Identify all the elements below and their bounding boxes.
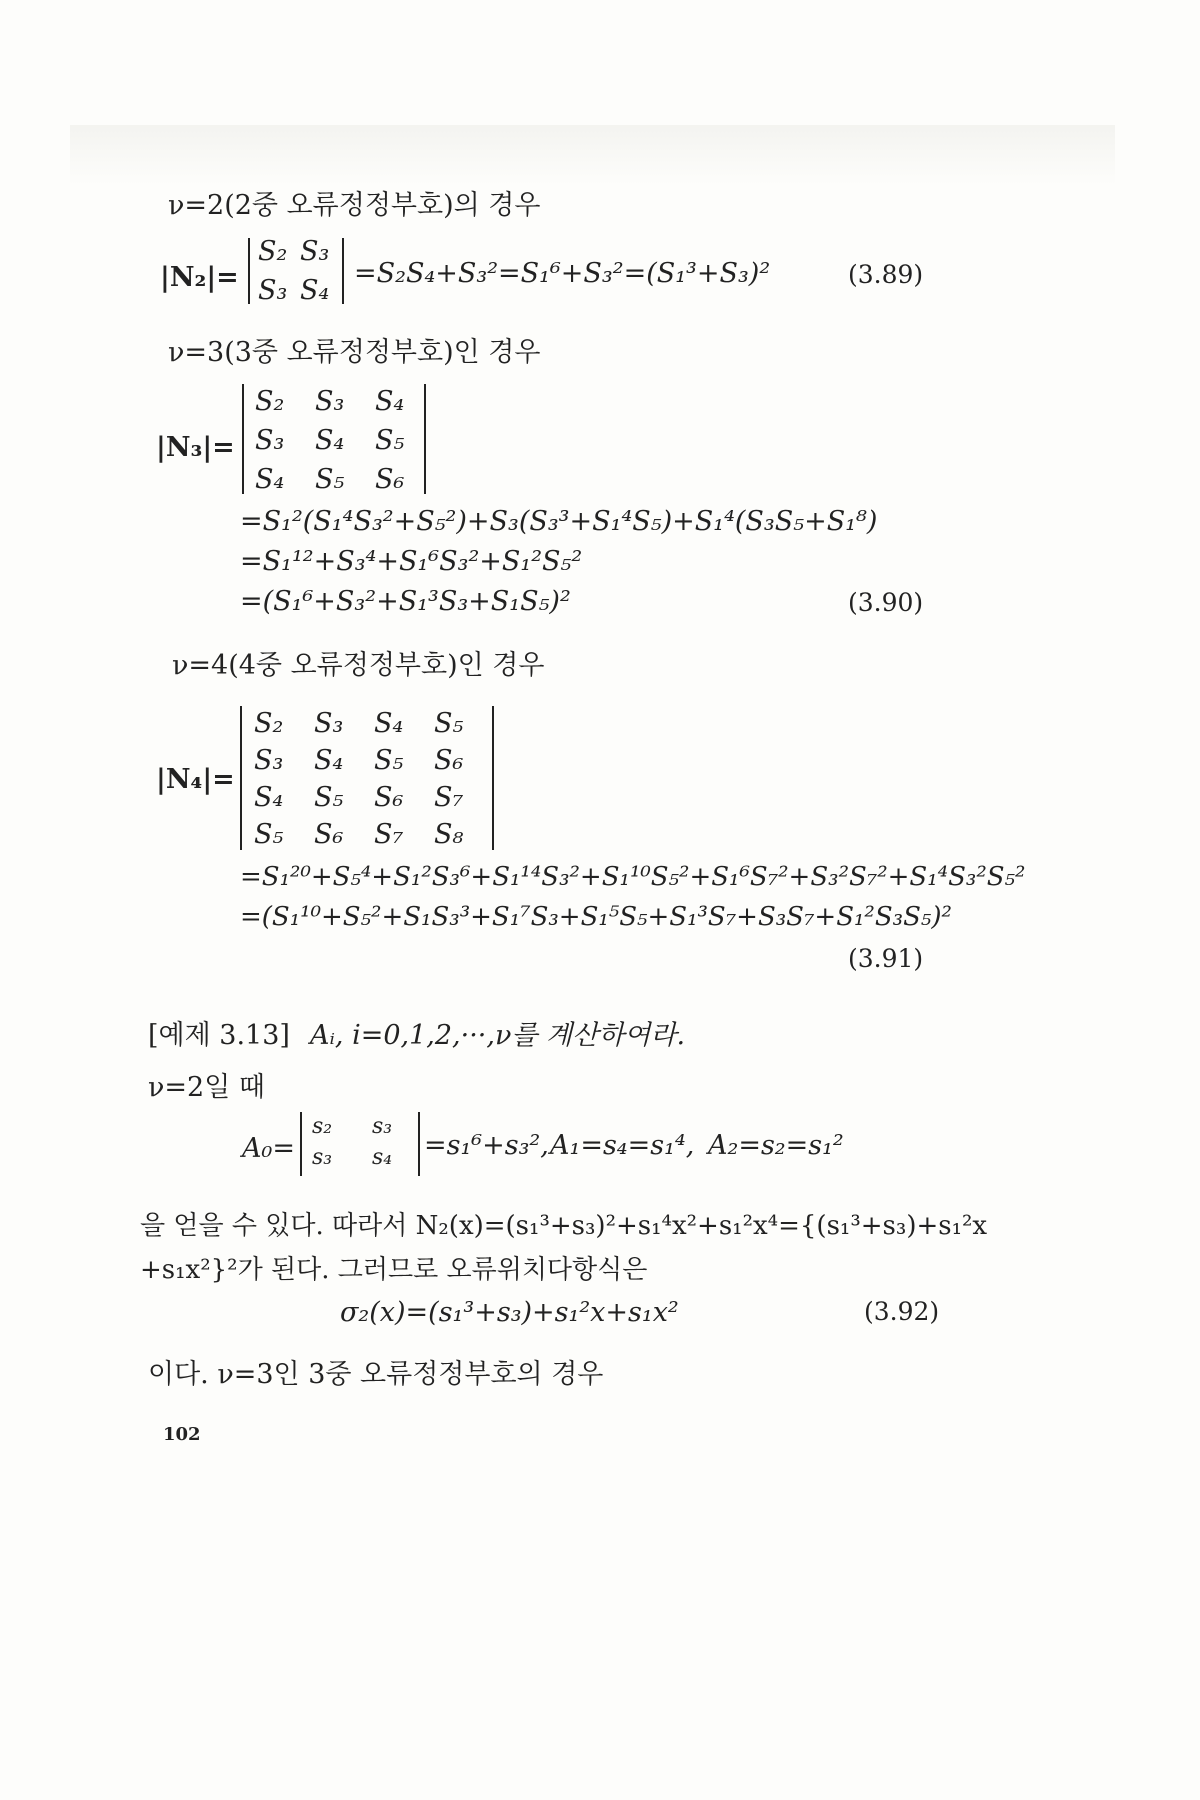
matrix-entry: S₆ bbox=[374, 782, 404, 813]
a0-lhs: A₀= bbox=[242, 1133, 295, 1164]
matrix-entry: S₅ bbox=[314, 782, 344, 813]
matrix-entry: s₄ bbox=[372, 1145, 393, 1170]
det-bar-left bbox=[240, 706, 242, 850]
heading-nu4: ν=4(4중 오류정정부호)인 경우 bbox=[172, 650, 545, 681]
eq390-number: (3.90) bbox=[848, 588, 924, 617]
det-bar-right bbox=[492, 706, 494, 850]
page-number: 102 bbox=[163, 1424, 201, 1445]
matrix-entry: s₃ bbox=[312, 1145, 333, 1170]
eq390-line1: =S₁²(S₁⁴S₃²+S₅²)+S₃(S₃³+S₁⁴S₅)+S₁⁴(S₃S₅+S₁⁸) bbox=[240, 506, 878, 537]
example-text: Aᵢ, i=0,1,2,···,ν를 계산하여라. bbox=[310, 1020, 686, 1051]
eq389-rhs: =S₂S₄+S₃²=S₁⁶+S₃²=(S₁³+S₃)² bbox=[354, 258, 771, 289]
matrix-entry: S₆ bbox=[434, 745, 464, 776]
det-bar-left bbox=[300, 1112, 302, 1176]
matrix-entry: S₂ bbox=[255, 386, 285, 417]
det-bar-right bbox=[342, 238, 344, 304]
a0-rhs: =s₁⁶+s₃², bbox=[424, 1130, 549, 1161]
closing-line: 이다. ν=3인 3중 오류정정부호의 경우 bbox=[148, 1359, 604, 1390]
eq391-number: (3.91) bbox=[848, 944, 924, 973]
matrix-entry: S₃ bbox=[254, 745, 284, 776]
eq390-lhs: |N₃|= bbox=[156, 432, 235, 463]
a0-matrix bbox=[312, 1114, 412, 1170]
matrix-entry: S₂ bbox=[254, 708, 284, 739]
a1-value: A₁=s₄=s₁⁴, bbox=[550, 1130, 695, 1161]
matrix-entry: S₆ bbox=[375, 464, 405, 495]
matrix-entry: S₄ bbox=[300, 275, 330, 306]
eq389-number: (3.89) bbox=[848, 260, 924, 289]
matrix-entry: S₄ bbox=[375, 386, 405, 417]
matrix-entry: S₃ bbox=[315, 386, 345, 417]
matrix-entry: S₄ bbox=[374, 708, 404, 739]
eq390-matrix bbox=[255, 386, 425, 495]
heading-nu3: ν=3(3중 오류정정부호)인 경우 bbox=[168, 337, 541, 368]
scan-shading bbox=[70, 125, 1115, 185]
eq390-line3: =(S₁⁶+S₃²+S₁³S₃+S₁S₅)² bbox=[240, 586, 571, 617]
eq391-line2: =(S₁¹⁰+S₅²+S₁S₃³+S₁⁷S₃+S₁⁵S₅+S₁³S₇+S₃S₇+S₁²S₃S₅)² bbox=[240, 902, 952, 932]
matrix-entry: s₂ bbox=[312, 1114, 333, 1139]
det-bar-left bbox=[248, 238, 250, 304]
example-case: ν=2일 때 bbox=[148, 1072, 265, 1103]
matrix-entry: S₇ bbox=[374, 819, 404, 850]
matrix-entry: S₄ bbox=[255, 464, 285, 495]
example-label: [예제 3.13] bbox=[148, 1020, 290, 1051]
matrix-entry: S₂ bbox=[258, 236, 288, 267]
matrix-entry: S₅ bbox=[254, 819, 284, 850]
eq390-line2: =S₁¹²+S₃⁴+S₁⁶S₃²+S₁²S₅² bbox=[240, 546, 583, 577]
eq389-matrix bbox=[258, 236, 342, 306]
matrix-entry: S₅ bbox=[375, 425, 405, 456]
matrix-entry: S₆ bbox=[314, 819, 344, 850]
eq391-matrix bbox=[254, 708, 484, 850]
det-bar-right bbox=[424, 384, 426, 494]
a2-value: A₂=s₂=s₁² bbox=[708, 1130, 844, 1161]
matrix-entry: S₇ bbox=[434, 782, 464, 813]
matrix-entry: S₅ bbox=[434, 708, 464, 739]
eq392-expression: σ₂(x)=(s₁³+s₃)+s₁²x+s₁x² bbox=[340, 1297, 679, 1328]
eq391-lhs: |N₄|= bbox=[156, 764, 235, 795]
eq392-number: (3.92) bbox=[864, 1297, 940, 1326]
matrix-entry: S₃ bbox=[314, 708, 344, 739]
matrix-entry: S₃ bbox=[255, 425, 285, 456]
eq391-line1: =S₁²⁰+S₅⁴+S₁²S₃⁶+S₁¹⁴S₃²+S₁¹⁰S₅²+S₁⁶S₇²+S₃²S₇²+S₁⁴S₃²S₅² bbox=[240, 862, 1026, 892]
matrix-entry: S₃ bbox=[300, 236, 330, 267]
matrix-entry: S₄ bbox=[315, 425, 345, 456]
matrix-entry: s₃ bbox=[372, 1114, 393, 1139]
matrix-entry: S₈ bbox=[434, 819, 464, 850]
matrix-entry: S₅ bbox=[315, 464, 345, 495]
matrix-entry: S₃ bbox=[258, 275, 288, 306]
matrix-entry: S₄ bbox=[254, 782, 284, 813]
matrix-entry: S₅ bbox=[374, 745, 404, 776]
eq389-lhs: |N₂|= bbox=[160, 262, 239, 293]
matrix-entry: S₄ bbox=[314, 745, 344, 776]
heading-nu2: ν=2(2중 오류정정부호)의 경우 bbox=[168, 190, 541, 221]
det-bar-left bbox=[242, 384, 244, 494]
paragraph-line-1: 을 얻을 수 있다. 따라서 N₂(x)=(s₁³+s₃)²+s₁⁴x²+s₁²x⁴={(s₁³+s₃)+s₁²x bbox=[140, 1211, 988, 1241]
det-bar-right bbox=[418, 1112, 420, 1176]
paragraph-line-2: +s₁x²}²가 된다. 그러므로 오류위치다항식은 bbox=[140, 1255, 648, 1285]
